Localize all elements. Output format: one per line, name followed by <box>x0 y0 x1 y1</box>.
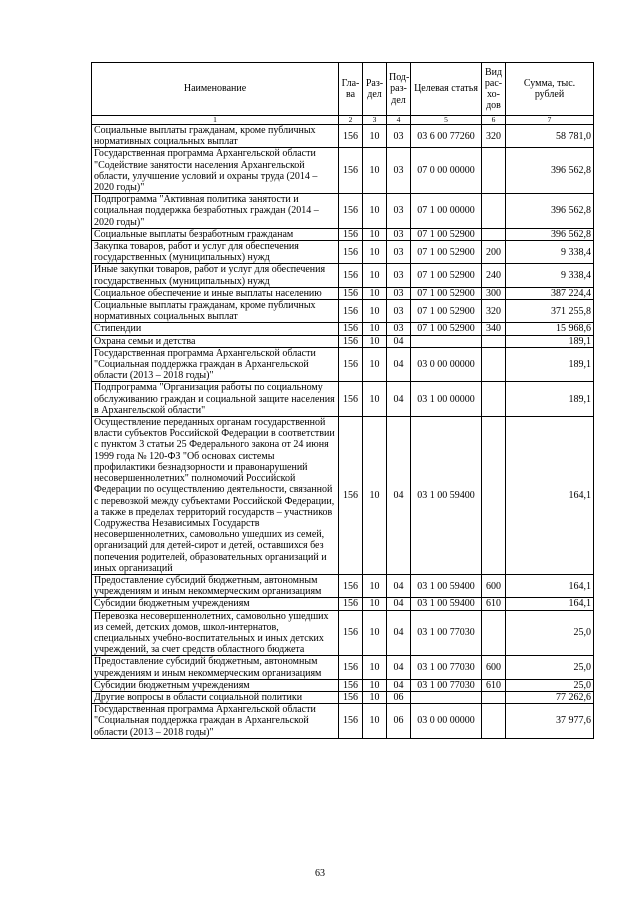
row-summa: 9 338,4 <box>506 264 594 287</box>
row-glava: 156 <box>339 382 363 417</box>
table-row <box>92 704 594 739</box>
row-glava: 156 <box>339 610 363 656</box>
row-podrazdel: 04 <box>387 574 411 597</box>
row-vid: 610 <box>482 598 506 610</box>
row-vid: 610 <box>482 679 506 691</box>
row-name: Иные закупки товаров, работ и услуг для обеспечения государственных (муниципальных) нужд <box>92 264 339 287</box>
row-vid: 320 <box>482 300 506 323</box>
column-number-row <box>92 116 594 125</box>
row-summa: 396 562,8 <box>506 228 594 240</box>
row-razdel: 10 <box>363 300 387 323</box>
row-vid <box>482 691 506 703</box>
row-vid <box>482 417 506 575</box>
row-name: Социальные выплаты гражданам, кроме публичных нормативных социальных выплат <box>92 125 339 148</box>
row-vid <box>482 704 506 739</box>
row-glava: 156 <box>339 194 363 229</box>
row-statya <box>411 335 482 347</box>
budget-page <box>91 62 593 739</box>
header-razdel: Раз-дел <box>363 63 387 116</box>
table-row <box>92 382 594 417</box>
row-podrazdel: 03 <box>387 300 411 323</box>
row-statya: 03 6 00 77260 <box>411 125 482 148</box>
row-glava: 156 <box>339 300 363 323</box>
row-summa: 25,0 <box>506 610 594 656</box>
row-razdel: 10 <box>363 287 387 299</box>
row-statya: 07 1 00 52900 <box>411 287 482 299</box>
table-row <box>92 679 594 691</box>
row-name: Социальное обеспечение и иные выплаты населению <box>92 287 339 299</box>
column-number: 4 <box>387 116 411 125</box>
row-name: Перевозка несовершеннолетних, самовольно ушедших из семей, детских домов, школ-интернатов, специальных учебно-воспитательных и иных детских учреждений, за счет средств областного бюджета <box>92 610 339 656</box>
row-podrazdel: 04 <box>387 347 411 382</box>
row-razdel: 10 <box>363 125 387 148</box>
row-podrazdel: 04 <box>387 679 411 691</box>
table-row <box>92 335 594 347</box>
row-razdel: 10 <box>363 264 387 287</box>
row-razdel: 10 <box>363 704 387 739</box>
column-number: 6 <box>482 116 506 125</box>
row-vid: 320 <box>482 125 506 148</box>
row-vid: 600 <box>482 656 506 679</box>
row-name: Субсидии бюджетным учреждениям <box>92 679 339 691</box>
row-vid <box>482 347 506 382</box>
row-name: Осуществление переданных органам государственной власти субъектов Российской Федерации в соответствии с пунктом 3 статьи 25 Федерального закона от 24 июня 1999 года № 120-ФЗ "Об основах системы профилактики безнадзорности и правонарушений несовершеннолетних" полномочий Российской Федерации по осуществлению деятельности, связанной с перевозкой между субъектами Российской Федерации, а также в пределах территорий государств – участников Содружества Независимых Государств несовершеннолетних, самовольно ушедших из семей, организаций для детей-сирот и детей, оставшихся без попечения родителей, образовательных организаций и иных организаций <box>92 417 339 575</box>
row-podrazdel: 04 <box>387 335 411 347</box>
table-row <box>92 228 594 240</box>
row-podrazdel: 03 <box>387 148 411 194</box>
row-statya: 03 1 00 77030 <box>411 610 482 656</box>
row-razdel: 10 <box>363 382 387 417</box>
row-podrazdel: 04 <box>387 598 411 610</box>
row-podrazdel: 03 <box>387 194 411 229</box>
table-row <box>92 287 594 299</box>
header-glava: Гла-ва <box>339 63 363 116</box>
row-summa: 396 562,8 <box>506 194 594 229</box>
row-glava: 156 <box>339 679 363 691</box>
row-name: Другие вопросы в области социальной политики <box>92 691 339 703</box>
row-statya: 03 1 00 59400 <box>411 574 482 597</box>
table-row <box>92 656 594 679</box>
header-summa: Сумма, тыс. рублей <box>506 63 594 116</box>
row-summa: 396 562,8 <box>506 148 594 194</box>
row-name: Государственная программа Архангельской области "Содействие занятости населения Архангельской области, улучшение условий и охраны труда (2014 – 2020 годы)" <box>92 148 339 194</box>
row-summa: 189,1 <box>506 335 594 347</box>
row-glava: 156 <box>339 704 363 739</box>
row-statya: 07 1 00 52900 <box>411 300 482 323</box>
row-razdel: 10 <box>363 656 387 679</box>
row-summa: 58 781,0 <box>506 125 594 148</box>
row-vid <box>482 228 506 240</box>
row-vid: 200 <box>482 241 506 264</box>
row-summa: 25,0 <box>506 679 594 691</box>
table-row <box>92 574 594 597</box>
row-name: Подпрограмма "Активная политика занятости и социальная поддержка безработных граждан (2014 – 2020 годы)" <box>92 194 339 229</box>
table-row <box>92 598 594 610</box>
budget-table <box>91 62 594 739</box>
column-number: 7 <box>506 116 594 125</box>
row-podrazdel: 06 <box>387 691 411 703</box>
row-summa: 164,1 <box>506 417 594 575</box>
row-razdel: 10 <box>363 574 387 597</box>
row-podrazdel: 04 <box>387 417 411 575</box>
row-vid <box>482 194 506 229</box>
row-podrazdel: 03 <box>387 241 411 264</box>
row-name: Стипендии <box>92 323 339 335</box>
row-summa: 37 977,6 <box>506 704 594 739</box>
row-name: Государственная программа Архангельской области "Социальная поддержка граждан в Архангельской области (2013 – 2018 годы)" <box>92 704 339 739</box>
row-vid: 600 <box>482 574 506 597</box>
row-name: Государственная программа Архангельской области "Социальная поддержка граждан в Архангельской области (2013 – 2018 годы)" <box>92 347 339 382</box>
row-podrazdel: 04 <box>387 656 411 679</box>
row-razdel: 10 <box>363 610 387 656</box>
row-summa: 9 338,4 <box>506 241 594 264</box>
page-number: 63 <box>315 868 325 879</box>
row-statya: 07 1 00 52900 <box>411 228 482 240</box>
table-row <box>92 300 594 323</box>
table-row <box>92 347 594 382</box>
row-vid <box>482 610 506 656</box>
row-podrazdel: 03 <box>387 287 411 299</box>
row-razdel: 10 <box>363 598 387 610</box>
table-row <box>92 264 594 287</box>
row-statya: 03 1 00 59400 <box>411 417 482 575</box>
row-glava: 156 <box>339 347 363 382</box>
header-name: Наименование <box>92 63 339 116</box>
row-statya: 07 1 00 00000 <box>411 194 482 229</box>
row-vid <box>482 382 506 417</box>
row-glava: 156 <box>339 323 363 335</box>
row-statya: 07 1 00 52900 <box>411 323 482 335</box>
row-name: Закупка товаров, работ и услуг для обеспечения государственных (муниципальных) нужд <box>92 241 339 264</box>
row-statya: 07 1 00 52900 <box>411 241 482 264</box>
row-summa: 189,1 <box>506 347 594 382</box>
row-vid: 240 <box>482 264 506 287</box>
table-row <box>92 610 594 656</box>
row-vid: 300 <box>482 287 506 299</box>
row-name: Подпрограмма "Организация работы по социальному обслуживанию граждан и социальной защите населения в Архангельской области" <box>92 382 339 417</box>
column-number: 2 <box>339 116 363 125</box>
column-number: 3 <box>363 116 387 125</box>
row-summa: 15 968,6 <box>506 323 594 335</box>
row-summa: 77 262,6 <box>506 691 594 703</box>
header-row <box>92 63 594 116</box>
table-row <box>92 125 594 148</box>
table-row <box>92 241 594 264</box>
row-vid: 340 <box>482 323 506 335</box>
row-glava: 156 <box>339 598 363 610</box>
row-glava: 156 <box>339 417 363 575</box>
row-statya: 03 1 00 77030 <box>411 679 482 691</box>
header-statya: Целевая статья <box>411 63 482 116</box>
row-glava: 156 <box>339 264 363 287</box>
row-razdel: 10 <box>363 194 387 229</box>
row-name: Предоставление субсидий бюджетным, автономным учреждениям и иным некоммерческим организациям <box>92 656 339 679</box>
row-podrazdel: 06 <box>387 704 411 739</box>
table-row <box>92 417 594 575</box>
row-razdel: 10 <box>363 148 387 194</box>
row-statya: 03 1 00 59400 <box>411 598 482 610</box>
row-razdel: 10 <box>363 417 387 575</box>
row-podrazdel: 03 <box>387 323 411 335</box>
row-vid <box>482 148 506 194</box>
row-statya: 03 0 00 00000 <box>411 704 482 739</box>
row-podrazdel: 03 <box>387 228 411 240</box>
table-row <box>92 323 594 335</box>
row-glava: 156 <box>339 335 363 347</box>
row-statya: 07 1 00 52900 <box>411 264 482 287</box>
column-number: 1 <box>92 116 339 125</box>
row-statya: 03 1 00 00000 <box>411 382 482 417</box>
row-glava: 156 <box>339 241 363 264</box>
row-razdel: 10 <box>363 228 387 240</box>
row-razdel: 10 <box>363 691 387 703</box>
column-number: 5 <box>411 116 482 125</box>
row-razdel: 10 <box>363 241 387 264</box>
row-name: Охрана семьи и детства <box>92 335 339 347</box>
row-glava: 156 <box>339 228 363 240</box>
row-razdel: 10 <box>363 335 387 347</box>
row-glava: 156 <box>339 656 363 679</box>
header-podrazdel: Под-раз-дел <box>387 63 411 116</box>
row-razdel: 10 <box>363 323 387 335</box>
table-body <box>92 125 594 739</box>
row-glava: 156 <box>339 287 363 299</box>
row-name: Социальные выплаты безработным гражданам <box>92 228 339 240</box>
row-summa: 387 224,4 <box>506 287 594 299</box>
row-summa: 164,1 <box>506 598 594 610</box>
row-glava: 156 <box>339 148 363 194</box>
row-vid <box>482 335 506 347</box>
row-statya: 03 1 00 77030 <box>411 656 482 679</box>
row-name: Предоставление субсидий бюджетным, автономным учреждениям и иным некоммерческим организациям <box>92 574 339 597</box>
row-summa: 189,1 <box>506 382 594 417</box>
row-summa: 25,0 <box>506 656 594 679</box>
row-podrazdel: 04 <box>387 610 411 656</box>
table-row <box>92 194 594 229</box>
row-podrazdel: 03 <box>387 125 411 148</box>
row-razdel: 10 <box>363 347 387 382</box>
table-row <box>92 148 594 194</box>
row-podrazdel: 04 <box>387 382 411 417</box>
row-glava: 156 <box>339 125 363 148</box>
row-summa: 164,1 <box>506 574 594 597</box>
table-row <box>92 691 594 703</box>
row-glava: 156 <box>339 574 363 597</box>
row-razdel: 10 <box>363 679 387 691</box>
row-glava: 156 <box>339 691 363 703</box>
row-statya: 03 0 00 00000 <box>411 347 482 382</box>
header-vid: Вид рас-хо-дов <box>482 63 506 116</box>
row-name: Социальные выплаты гражданам, кроме публичных нормативных социальных выплат <box>92 300 339 323</box>
row-statya: 07 0 00 00000 <box>411 148 482 194</box>
row-summa: 371 255,8 <box>506 300 594 323</box>
row-statya <box>411 691 482 703</box>
row-name: Субсидии бюджетным учреждениям <box>92 598 339 610</box>
row-podrazdel: 03 <box>387 264 411 287</box>
